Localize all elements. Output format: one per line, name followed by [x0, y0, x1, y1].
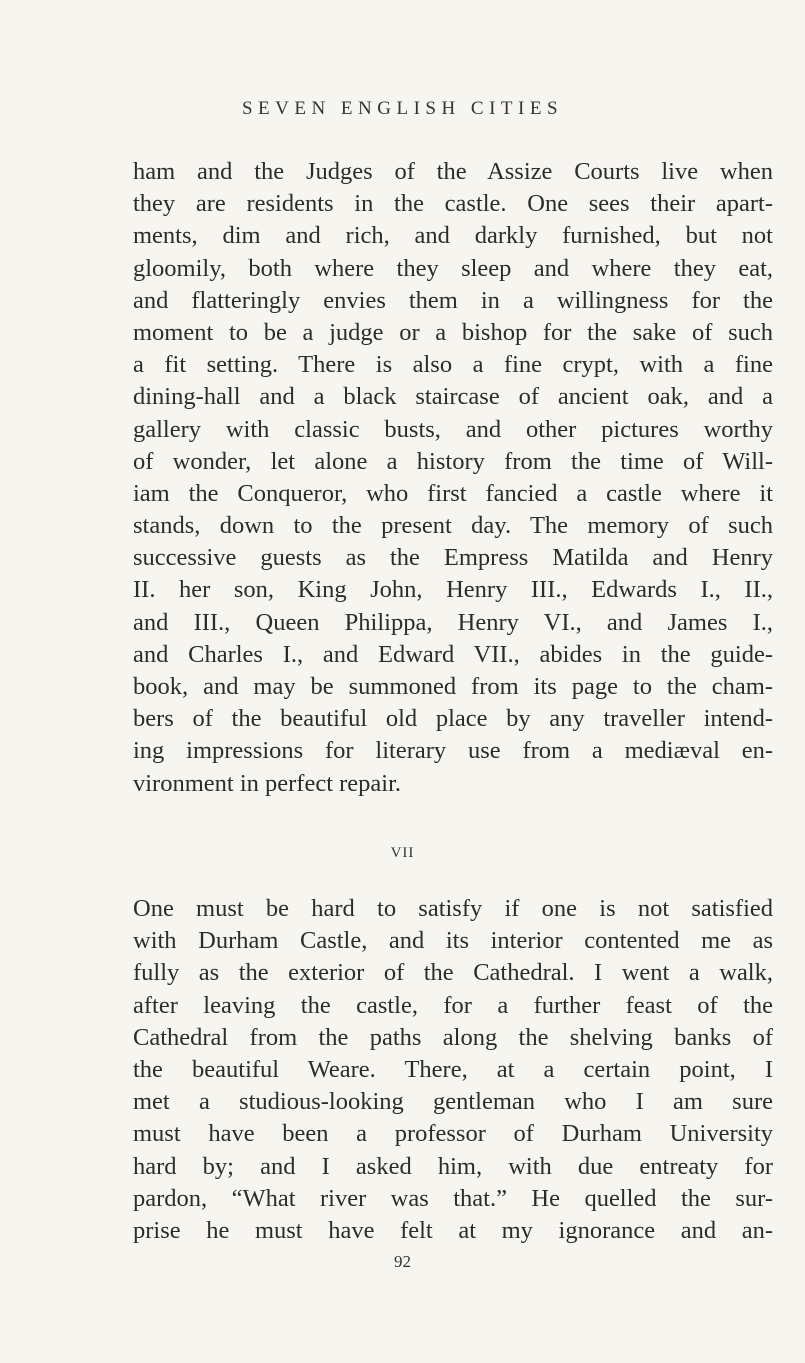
text-line: and III., Queen Philippa, Henry VI., and James I., — [133, 608, 773, 636]
section-heading: VII — [390, 845, 415, 861]
text-line: ments, dim and rich, and darkly furnished, but not — [133, 222, 773, 250]
text-line: stands, down to the present day. The memory of such — [133, 512, 773, 540]
text-line: iam the Conqueror, who first fancied a castle where it — [133, 479, 773, 507]
text-line: they are residents in the castle. One sees their apart- — [133, 190, 773, 218]
text-line: II. her son, King John, Henry III., Edwards I., II., — [133, 576, 773, 604]
text-line: a fit setting. There is also a fine crypt, with a fine — [133, 351, 773, 379]
text-line: must have been a professor of Durham University — [133, 1120, 773, 1148]
text-line: fully as the exterior of the Cathedral. I went a walk, — [133, 959, 773, 987]
text-line: book, and may be summoned from its page to the cham- — [133, 673, 773, 700]
running-head: SEVEN ENGLISH CITIES — [241, 98, 564, 119]
text-line: hard by; and I asked him, with due entreaty for — [133, 1152, 773, 1180]
text-line: vironment in perfect repair. — [133, 769, 402, 797]
text-line: after leaving the castle, for a further feast of the — [133, 991, 773, 1019]
text-line: the beautiful Weare. There, at a certain point, I — [133, 1055, 773, 1083]
paragraph-durham-walk — [133, 893, 773, 1247]
text-line: dining-hall and a black staircase of ancient oak, and a — [133, 383, 773, 411]
text-line: ham and the Judges of the Assize Courts live when — [133, 158, 773, 185]
text-line: gallery with classic busts, and other pictures worthy — [133, 415, 773, 443]
text-line: One must be hard to satisfy if one is not satisfied — [133, 895, 773, 922]
text-line: successive guests as the Empress Matilda and Henry — [133, 544, 773, 572]
text-line: prise he must have felt at my ignorance and an- — [133, 1216, 773, 1244]
text-line: and flatteringly envies them in a willingness for the — [133, 286, 773, 314]
text-line: and Charles I., and Edward VII., abides in the guide- — [133, 640, 773, 668]
text-line: met a studious-looking gentleman who I am sure — [133, 1088, 773, 1116]
text-line: Cathedral from the paths along the shelving banks of — [133, 1023, 773, 1051]
page-number: 92 — [394, 1252, 411, 1271]
text-line: moment to be a judge or a bishop for the sake of such — [133, 318, 773, 346]
text-line: pardon, “What river was that.” He quelled the sur- — [133, 1184, 773, 1212]
text-line: of wonder, let alone a history from the time of Will- — [133, 447, 773, 475]
text-line: with Durham Castle, and its interior contented me as — [133, 927, 773, 955]
paragraph-castle-interior — [133, 156, 773, 800]
text-line: bers of the beautiful old place by any traveller intend- — [133, 705, 773, 733]
text-line: gloomily, both where they sleep and where they eat, — [133, 254, 773, 282]
text-line: ing impressions for literary use from a mediæval en- — [133, 737, 773, 765]
